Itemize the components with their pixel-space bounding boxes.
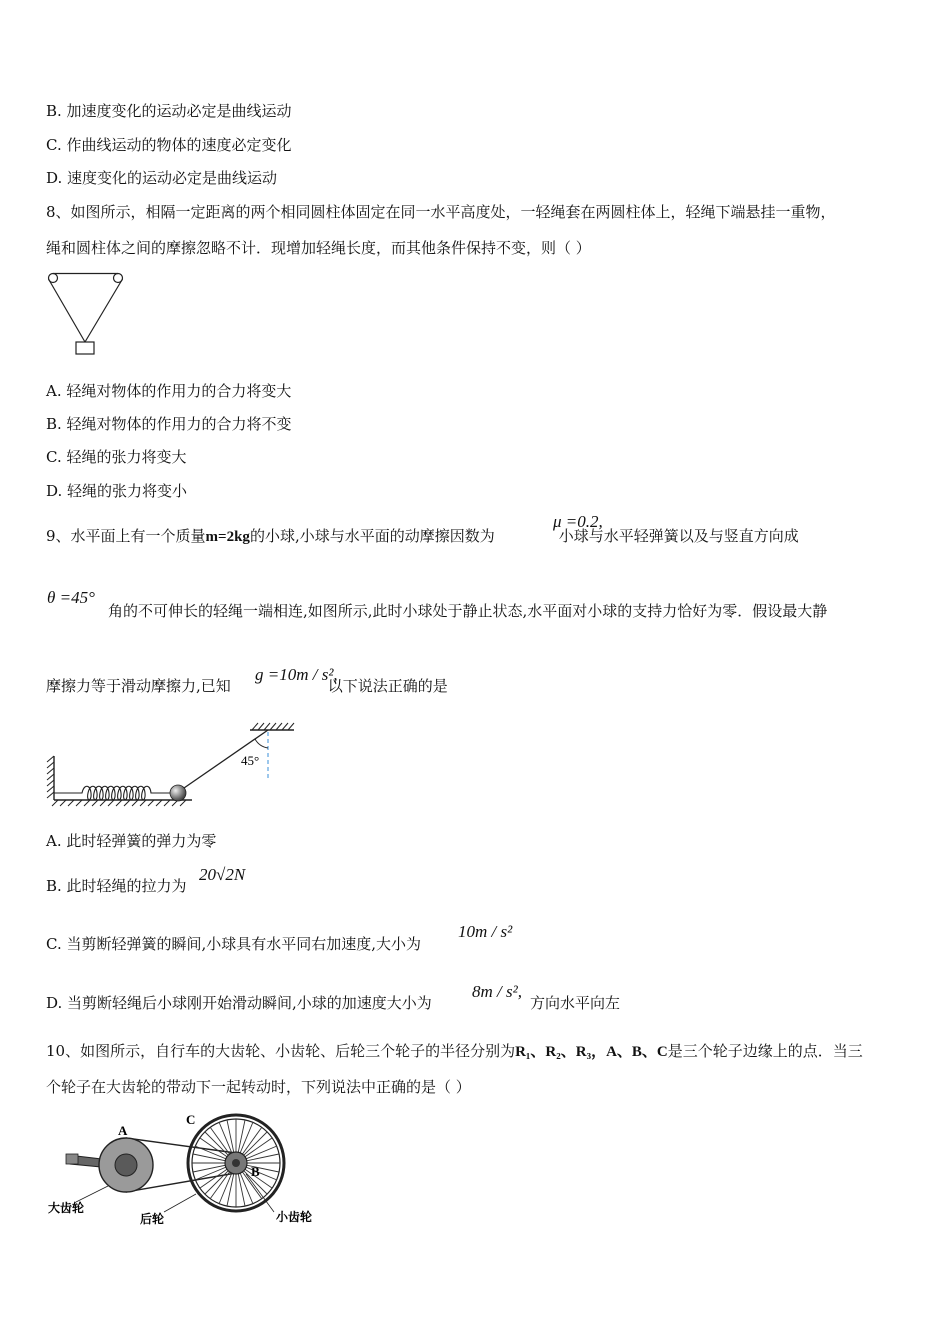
q10-figure-label-big-gear: 大齿轮: [48, 1201, 85, 1215]
q10-stem-text-a: 10、如图所示，自行车的大齿轮、小齿轮、后轮三个轮子的半径分别为: [46, 1042, 516, 1060]
q7-option-b: B. 加速度变化的运动必定是曲线运动: [46, 102, 292, 120]
q10-figure-label-b: B: [251, 1164, 260, 1179]
q9-mu-formula: μ =0.2,: [553, 512, 603, 531]
q8-stem-line1: 8、如图所示，相隔一定距离的两个相同圆柱体固定在同一水平高度处，一轻绳套在两圆柱体上，轻绳下端悬挂一重物，: [46, 203, 836, 221]
q8-stem-line2: 绳和圆柱体之间的摩擦忽略不计．现增加轻绳长度，而其他条件保持不变，则（ ）: [46, 239, 591, 257]
q9-theta-formula: θ =45°: [47, 588, 95, 607]
q10-stem-line2: 个轮子在大齿轮的带动下一起转动时，下列说法中正确的是（ ）: [46, 1078, 471, 1096]
q9-stem-text-d: 摩擦力等于滑动摩擦力,已知: [46, 677, 231, 695]
q10-radii: R₁、R₂、R₃，A、B、C: [515, 1044, 668, 1060]
q10-figure-label-small-gear: 小齿轮: [276, 1210, 313, 1224]
q8-option-a: A. 轻绳对物体的作用力的合力将变大: [46, 382, 292, 400]
q10-figure-label-rear-wheel: 后轮: [140, 1212, 165, 1226]
q8-option-d: D. 轻绳的张力将变小: [46, 482, 188, 500]
q9-figure-angle-label: 45°: [241, 753, 260, 768]
q7-option-d: D. 速度变化的运动必定是曲线运动: [46, 169, 278, 187]
q9-stem-line2: 角的不可伸长的轻绳一端相连,如图所示,此时小球处于静止状态,水平面对小球的支持力恰好为零．假设最大静: [108, 602, 828, 620]
q9-option-c: C. 当剪断轻弹簧的瞬间,小球具有水平同右加速度,大小为: [46, 935, 422, 953]
q10-stem-line1: [46, 1041, 863, 1062]
q10-figure-label-c: C: [186, 1112, 196, 1127]
q9-option-a: A. 此时轻弹簧的弹力为零: [46, 832, 217, 850]
q9-stem-text-e: 以下说法正确的是: [327, 677, 448, 695]
q9-stem-text-c: 小球与水平轻弹簧以及与竖直方向成: [558, 527, 799, 545]
q8-option-b: B. 轻绳对物体的作用力的合力将不变: [46, 415, 292, 433]
q9-stem-line3: [46, 676, 448, 696]
q7-option-c: C. 作曲线运动的物体的速度必定变化: [46, 136, 292, 154]
q9-option-c-value: 10m / s²: [458, 922, 513, 941]
q10-figure-label-a: A: [118, 1123, 128, 1138]
q9-stem-line1: [46, 526, 799, 547]
q9-stem-text-b: 的小球,小球与水平面的动摩擦因数为: [249, 527, 495, 545]
q8-option-c: C. 轻绳的张力将变大: [46, 448, 187, 466]
q9-spring-ball-figure: [44, 718, 300, 810]
q9-option-d: D. 当剪断轻绳后小球刚开始滑动瞬间,小球的加速度大小为: [46, 994, 432, 1012]
q9-mass: m=2kg: [205, 529, 250, 545]
q10-stem-text-b: 是三个轮子边缘上的点．当三: [667, 1042, 863, 1060]
q9-option-d-value: 8m / s²,: [472, 982, 522, 1001]
q8-pulley-figure: [44, 270, 128, 358]
q9-g-formula: g =10m / s²,: [255, 665, 338, 684]
q10-bicycle-figure: [46, 1108, 336, 1230]
q9-option-b: B. 此时轻绳的拉力为: [46, 877, 187, 895]
q9-stem-text-a: 9、水平面上有一个质量: [46, 527, 206, 545]
q9-option-b-value: 20√2N: [199, 865, 246, 884]
q9-option-d-tail: 方向水平向左: [530, 994, 621, 1012]
